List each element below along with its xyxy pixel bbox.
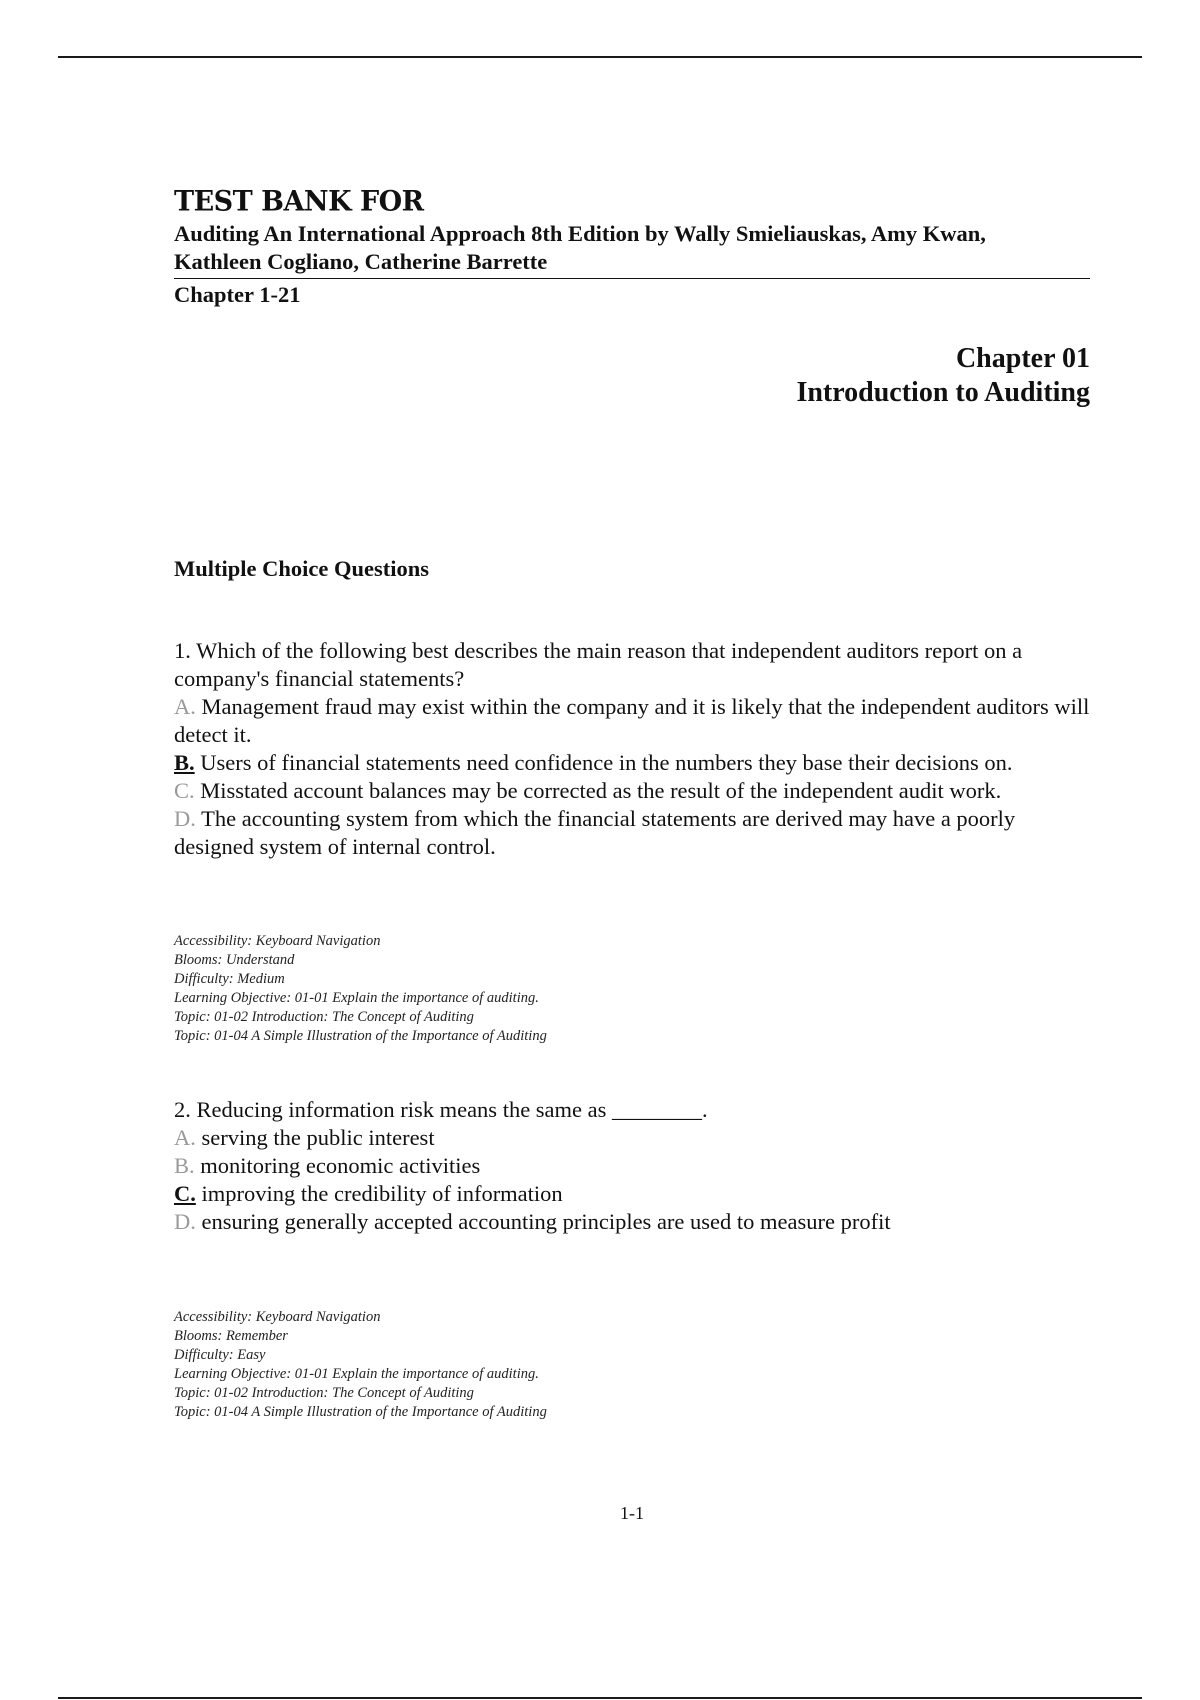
- chapter-title: Introduction to Auditing: [796, 377, 1090, 408]
- meta-topic: Topic: 01-02 Introduction: The Concept of Auditing: [174, 1009, 474, 1025]
- chapter-number: Chapter 01: [955, 343, 1090, 374]
- meta-learning-objective: Learning Objective: 01-01 Explain the importance of auditing.: [174, 1366, 539, 1382]
- option-letter-correct: C.: [174, 1181, 196, 1206]
- meta-learning-objective: Learning Objective: 01-01 Explain the importance of auditing.: [174, 990, 539, 1006]
- bottom-rule: [58, 1697, 1142, 1699]
- meta-blooms: Blooms: Understand: [174, 952, 295, 968]
- option-text: ensuring generally accepted accounting principles are used to measure profit: [201, 1209, 891, 1234]
- option-letter: D.: [174, 806, 196, 831]
- meta-accessibility: Accessibility: Keyboard Navigation: [174, 933, 381, 949]
- option-c: [174, 777, 1090, 805]
- question-1: [174, 637, 1090, 861]
- question-text: 2. Reducing information risk means the same as ________.: [174, 1097, 708, 1122]
- book-subtitle-line2: Kathleen Cogliano, Catherine Barrette: [174, 249, 548, 274]
- option-a: [174, 1124, 1090, 1152]
- top-rule: [58, 56, 1142, 58]
- meta-difficulty: Difficulty: Easy: [174, 1347, 266, 1363]
- option-text: The accounting system from which the financial statements are derived may have a poorly designed system of internal control.: [174, 806, 1016, 859]
- option-letter-correct: B.: [174, 750, 195, 775]
- test-bank-title: TEST BANK FOR: [174, 185, 424, 218]
- chapter-range: Chapter 1-21: [174, 282, 301, 307]
- option-letter: A.: [174, 1125, 196, 1150]
- option-letter: D.: [174, 1209, 196, 1234]
- option-letter: A.: [174, 694, 196, 719]
- chapter-heading: [590, 342, 1090, 410]
- option-text: Misstated account balances may be corrected as the result of the independent audit work.: [200, 778, 1002, 803]
- option-a: [174, 693, 1090, 749]
- question-text: 1. Which of the following best describes the main reason that independent auditors report on a company's financial statements?: [174, 638, 1023, 691]
- option-text: monitoring economic activities: [200, 1153, 481, 1178]
- option-text: serving the public interest: [201, 1125, 435, 1150]
- question-2-metadata: [174, 1308, 1090, 1422]
- header-divider: [174, 278, 1090, 279]
- page-number: 1-1: [620, 1503, 644, 1523]
- option-c-correct: [174, 1180, 1090, 1208]
- option-d: [174, 1208, 1090, 1236]
- meta-blooms: Blooms: Remember: [174, 1328, 288, 1344]
- book-subtitle: [174, 220, 1090, 276]
- question-2: [174, 1096, 1090, 1236]
- meta-topic: Topic: 01-02 Introduction: The Concept of Auditing: [174, 1385, 474, 1401]
- option-b-correct: [174, 749, 1090, 777]
- option-letter: C.: [174, 778, 195, 803]
- option-letter: B.: [174, 1153, 195, 1178]
- meta-difficulty: Difficulty: Medium: [174, 971, 285, 987]
- option-b: [174, 1152, 1090, 1180]
- meta-topic: Topic: 01-04 A Simple Illustration of the Importance of Auditing: [174, 1028, 547, 1044]
- question-1-metadata: [174, 932, 1090, 1046]
- book-subtitle-line1: Auditing An International Approach 8th Edition by Wally Smieliauskas, Amy Kwan,: [174, 221, 986, 246]
- option-text: Users of financial statements need confidence in the numbers they base their decisions on.: [200, 750, 1013, 775]
- option-text: Management fraud may exist within the company and it is likely that the independent auditors will detect it.: [174, 694, 1090, 747]
- meta-accessibility: Accessibility: Keyboard Navigation: [174, 1309, 381, 1325]
- option-text: improving the credibility of information: [201, 1181, 563, 1206]
- option-d: [174, 805, 1090, 861]
- meta-topic: Topic: 01-04 A Simple Illustration of the Importance of Auditing: [174, 1404, 547, 1420]
- section-title: Multiple Choice Questions: [174, 556, 430, 581]
